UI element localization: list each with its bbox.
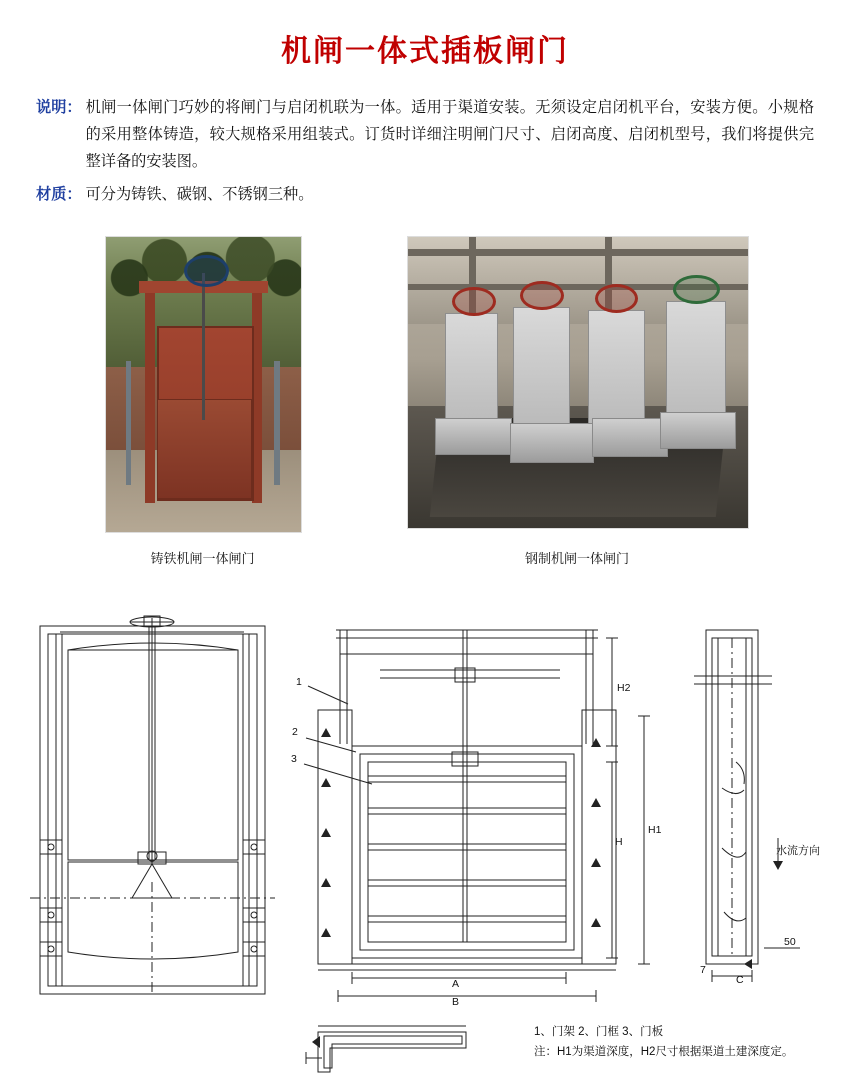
dimension-h: H xyxy=(615,836,623,848)
flow-direction-label: 水流方向 xyxy=(776,845,820,857)
dimension-h1: H1 xyxy=(648,824,662,836)
description-text-instructions: 机闸一体闸门巧妙的将闸门与启闭机联为一体。适用于渠道安装。无须设定启闭机平台，安装方便。小规格的采用整体铸造，较大规格采用组装式。订货时详细注明闸门尺寸、启闭高度、启闭机型号，我们将提供完整详备的安装图。 xyxy=(85,99,814,171)
caption-cast-iron: 铸铁机闸一体闸门 xyxy=(150,551,255,567)
dimension-c: C xyxy=(736,974,744,986)
description-label-instructions: 说明： xyxy=(36,99,82,116)
photo-gallery xyxy=(0,230,850,567)
description-row-instructions xyxy=(36,94,814,175)
cast-iron-gate-photo xyxy=(105,236,302,533)
dimension-b: B xyxy=(452,996,460,1008)
page-title: 机闸一体式插板闸门 xyxy=(281,34,569,69)
caption-steel: 钢制机闸一体闸门 xyxy=(524,551,629,567)
dimension-7: 7 xyxy=(700,964,706,976)
technical-drawing xyxy=(0,612,850,1079)
callout-2: 2 xyxy=(292,726,298,738)
callout-3: 3 xyxy=(291,753,297,765)
steel-gate-photo xyxy=(407,236,749,529)
drawing-legend: 1、门架 2、门框 3、门板 xyxy=(534,1026,664,1038)
dimension-a: A xyxy=(452,978,460,990)
dimension-h2: H2 xyxy=(617,682,631,694)
drawing-note: 注：H1为渠道深度，H2尺寸根据渠道土建深度定。 xyxy=(534,1046,794,1058)
description-block xyxy=(36,94,814,208)
callout-1: 1 xyxy=(296,676,302,688)
description-text-material: 可分为铸铁、碳钢、不锈钢三种。 xyxy=(85,186,314,204)
dimension-50: 50 xyxy=(784,936,796,948)
description-row-material xyxy=(36,181,814,208)
drawing-svg xyxy=(0,612,850,1079)
description-label-material: 材质： xyxy=(36,186,82,204)
